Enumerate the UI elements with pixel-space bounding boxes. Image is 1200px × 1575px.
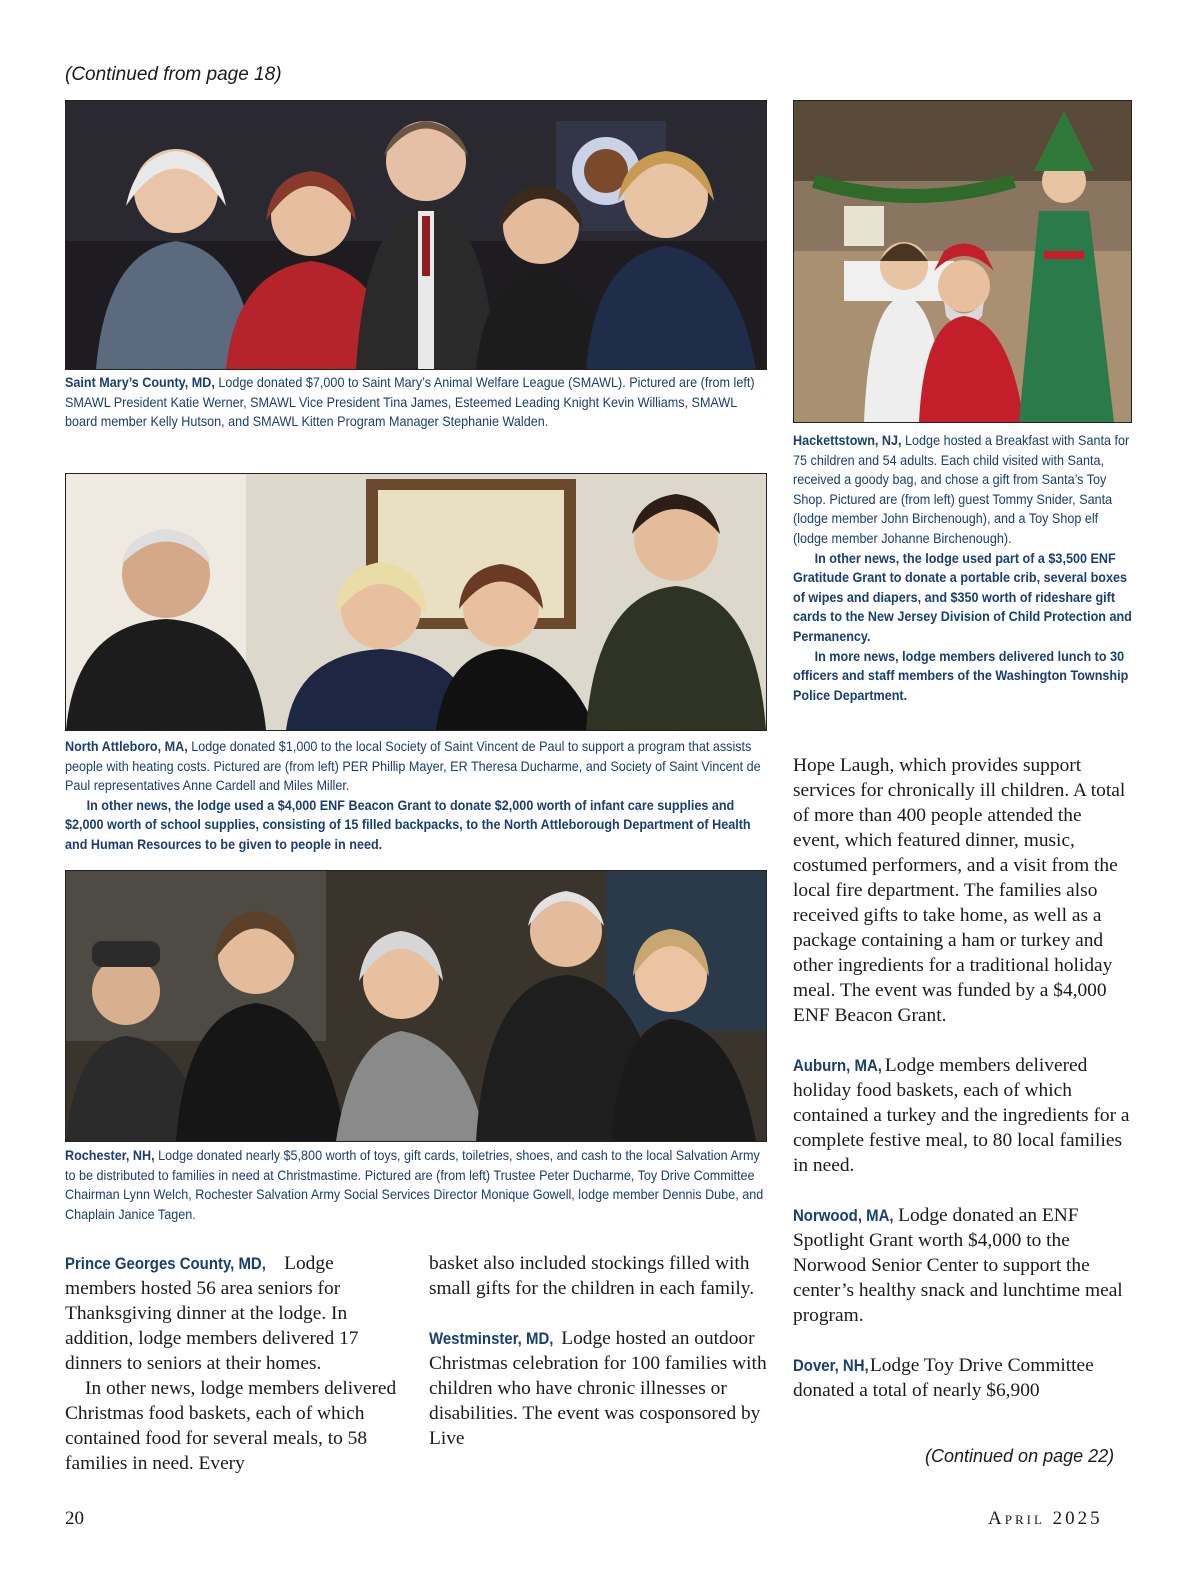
- caption-text: Lodge donated $7,000 to Saint Mary’s Animal Welfare League (SMAWL). Pictured are (from left) SMAWL President Katie Werner, SMAWL Vice President Tina James, Esteemed Leading Knight Kevin Williams, SMAWL board member Kelly Hutson, and SMAWL Kitten Program Manager Stephanie Walden.: [65, 374, 755, 430]
- caption-text: Lodge donated $1,000 to the local Society of Saint Vincent de Paul to support a program that assists people with heating costs. Pictured are (from left) PER Phillip Mayer, ER Theresa Ducharme, and Society of Saint Vincent de Paul representatives Anne Cardell and Miles Miller.: [65, 738, 761, 794]
- article-paragraph: In other news, lodge members delivered Christmas food baskets, each of which contained food for several meals, to 58 families in need. Every: [65, 1378, 397, 1474]
- article-text: Lodge members delivered holiday food baskets, each of which contained a turkey and the ingredients for a complete festive meal, to 80 local families in need.: [793, 1055, 1130, 1176]
- article-paragraph: basket also included stockings filled with small gifts for the children in each family.: [429, 1253, 755, 1299]
- caption-hackettstown: [793, 431, 1132, 705]
- article-text: Lodge donated an ENF Spotlight Grant worth $4,000 to the Norwood Senior Center to support the center’s healthy snack and lunchtime meal program.: [793, 1205, 1123, 1326]
- caption-location: Saint Mary’s County, MD,: [65, 374, 215, 390]
- issue-date: April 2025: [988, 1508, 1103, 1529]
- article-location: Prince Georges County, MD,: [65, 1254, 266, 1273]
- page-number: 20: [65, 1508, 84, 1529]
- photo-north-attleboro: [65, 473, 767, 731]
- caption-text: Lodge hosted a Breakfast with Santa for 75 children and 54 adults. Each child visited with Santa, received a goody bag, and chose a gift from Santa’s Toy Shop. Pictured are (from left) guest Tommy Snider, Santa (lodge member John Birchenough), and a Toy Shop elf (lodge member Johanne Birchenough).: [793, 432, 1130, 546]
- article-column-3: [793, 753, 1133, 1403]
- caption-north-attleboro: [65, 737, 765, 855]
- caption-saint-marys: [65, 373, 765, 432]
- continued-on-note: (Continued on page 22): [925, 1446, 1115, 1466]
- photo-rochester: [65, 870, 767, 1142]
- caption-paragraph: In other news, the lodge used part of a $3,500 ENF Gratitude Grant to donate a portable crib, several boxes of wipes and diapers, and $350 worth of rideshare gift cards to the New Jersey Division of Child Protection and Permanency.: [793, 549, 1132, 644]
- caption-rochester: [65, 1146, 765, 1224]
- article-location: Auburn, MA,: [793, 1056, 882, 1075]
- article-location: Dover, NH,: [793, 1356, 869, 1375]
- article-text: Lodge hosted an outdoor Christmas celebration for 100 families with children who have chronic illnesses or disabilities. The event was cosponsored by Live: [429, 1328, 767, 1449]
- article-column-1: [65, 1251, 405, 1476]
- caption-paragraph: In other news, the lodge used a $4,000 ENF Beacon Grant to donate $2,000 worth of infant care supplies and $2,000 worth of school supplies, consisting of 15 filled backpacks, to the North Attleborough Department of Health and Human Resources to be given to people in need.: [65, 796, 751, 852]
- caption-location: Hackettstown, NJ,: [793, 432, 902, 448]
- article-text: Lodge members hosted 56 area seniors for Thanksgiving dinner at the lodge. In addition, lodge members delivered 17 dinners to seniors at their homes.: [65, 1253, 359, 1374]
- caption-text: Lodge donated nearly $5,800 worth of toys, gift cards, toiletries, shoes, and cash to the local Salvation Army to be distributed to families in need at Christmastime. Pictured are (from left) Trustee Peter Ducharme, Toy Drive Committee Chairman Lynn Welch, Rochester Salvation Army Social Services Director Monique Gowell, lodge member Dennis Dube, and Chaplain Janice Tagen.: [65, 1147, 764, 1222]
- photo-saint-marys: [65, 100, 767, 370]
- article-text: Lodge Toy Drive Committee donated a total of nearly $6,900: [793, 1355, 1094, 1401]
- article-location: Westminster, MD,: [429, 1329, 554, 1348]
- caption-location: North Attleboro, MA,: [65, 738, 188, 754]
- caption-location: Rochester, NH,: [65, 1147, 155, 1163]
- continued-from-note: (Continued from page 18): [65, 64, 282, 85]
- article-location: Norwood, MA,: [793, 1206, 894, 1225]
- article-column-2: [429, 1251, 769, 1451]
- photo-hackettstown: [793, 100, 1132, 423]
- article-paragraph: Hope Laugh, which provides support services for chronically ill children. A total of more than 400 people attended the event, which featured dinner, music, costumed performers, and a visit from the local fire department. The families also received gifts to take home, as well as a package containing a ham or turkey and other ingredients for a traditional holiday meal. The event was funded by a $4,000 ENF Beacon Grant.: [793, 755, 1126, 1026]
- caption-paragraph: In more news, lodge members delivered lunch to 30 officers and staff members of the Washington Township Police Department.: [793, 647, 1129, 703]
